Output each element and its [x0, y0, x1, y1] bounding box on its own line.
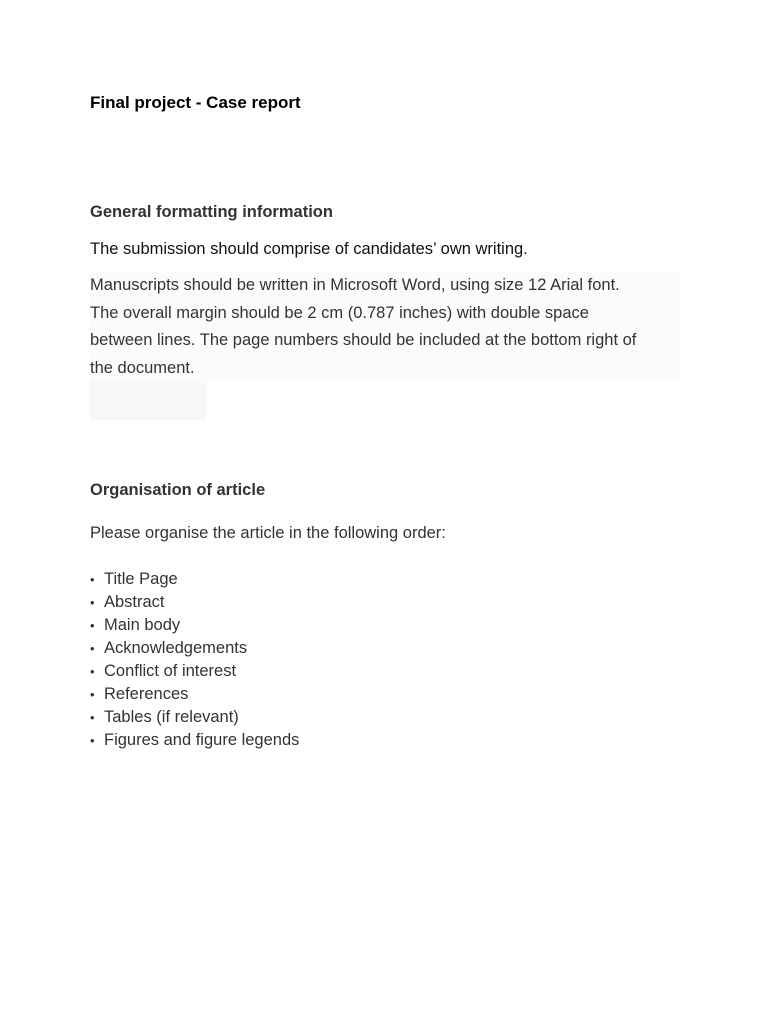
bullet-icon: • — [90, 733, 95, 748]
bullet-icon: • — [90, 687, 95, 702]
list-item-label: Conflict of interest — [104, 662, 237, 680]
list-item-label: Abstract — [104, 593, 165, 611]
list-item — [90, 683, 299, 706]
list-item-label: Figures and figure legends — [104, 731, 300, 749]
bullet-icon: • — [90, 710, 95, 725]
list-item — [90, 729, 299, 752]
list-item-label: Title Page — [104, 570, 178, 588]
list-item-label: Tables (if relevant) — [104, 708, 239, 726]
list-item-label: Acknowledgements — [104, 639, 248, 657]
list-item — [90, 637, 299, 660]
list-item-label: Main body — [104, 616, 181, 634]
bullet-icon: • — [90, 664, 95, 679]
formatting-paragraph — [90, 272, 680, 382]
formatting-paragraph-line: Manuscripts should be written in Microsoft Word, using size 12 Arial font. — [90, 276, 620, 294]
highlight-block — [90, 382, 206, 420]
list-item — [90, 568, 299, 591]
formatting-paragraph-line: The overall margin should be 2 cm (0.787 inches) with double space — [90, 303, 589, 322]
formatting-paragraph-line: the document. — [90, 358, 195, 377]
organisation-intro: Please organise the article in the following order: — [90, 524, 446, 542]
list-item-label: References — [104, 685, 189, 703]
organisation-heading: Organisation of article — [90, 481, 266, 499]
bullet-icon: • — [90, 618, 95, 633]
document-title: Final project - Case report — [90, 93, 301, 112]
list-item — [90, 660, 299, 683]
general-formatting-heading: General formatting information — [90, 203, 333, 221]
list-item — [90, 706, 299, 729]
own-writing-statement: The submission should comprise of candidates’ own writing. — [90, 240, 528, 258]
formatting-paragraph-line: between lines. The page numbers should be included at the bottom right of — [90, 331, 637, 349]
article-order-list — [90, 568, 299, 752]
list-item — [90, 591, 299, 614]
list-item — [90, 614, 299, 637]
bullet-icon: • — [90, 572, 95, 587]
bullet-icon: • — [90, 595, 95, 610]
bullet-icon: • — [90, 641, 95, 656]
